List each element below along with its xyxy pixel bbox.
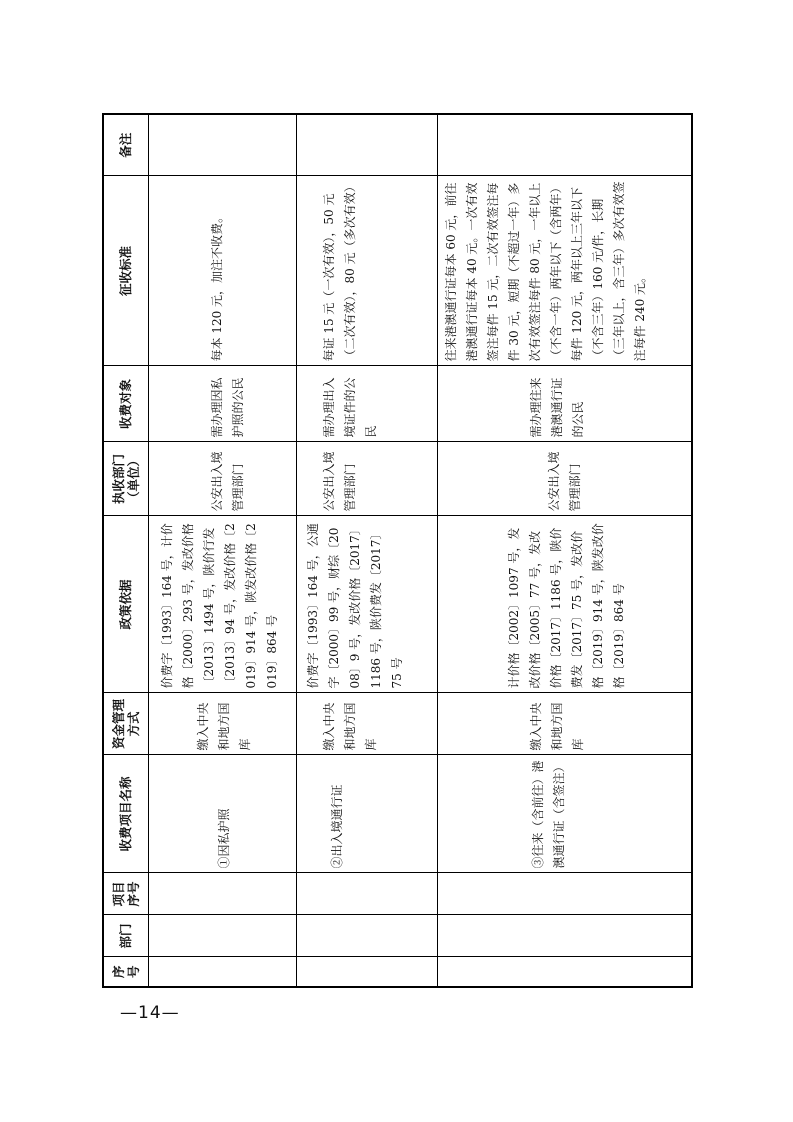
cell-standard: 每证 15 元（一次有效），50 元（二次有效），80 元（多次有效）: [296, 176, 437, 366]
cell-remarks: [296, 114, 437, 176]
cell-remarks: [437, 114, 692, 176]
table-row: [437, 114, 692, 987]
cell-exec-dept: 公安出入境管理部门: [296, 442, 437, 516]
cell-seq: [437, 957, 692, 987]
cell-item-name: ③往来（含前往）港澳通行证（含签注）: [437, 755, 692, 873]
header-seq: 序号: [103, 957, 148, 987]
header-item-name: 收费项目名称: [103, 755, 148, 873]
cell-exec-dept: 公安出入境管理部门: [148, 442, 296, 516]
cell-fund-mgmt: 缴入中央和地方国库: [296, 693, 437, 755]
cell-payer: 需办理因私护照的公民: [148, 366, 296, 442]
cell-dept: [296, 915, 437, 957]
cell-item-seq: [296, 873, 437, 915]
cell-remarks: [148, 114, 296, 176]
cell-standard: 每本 120 元，加注不收费。: [148, 176, 296, 366]
page-number: —14—: [120, 1003, 180, 1023]
cell-fund-mgmt: 缴入中央和地方国库: [148, 693, 296, 755]
header-dept: 部门: [103, 915, 148, 957]
cell-dept: [148, 915, 296, 957]
table-row: [148, 114, 296, 987]
cell-seq: [296, 957, 437, 987]
cell-payer: 需办理往来港澳通行证的公民: [437, 366, 692, 442]
header-policy-basis: 政策依据: [103, 516, 148, 693]
table-header-row: [103, 114, 148, 987]
cell-payer: 需办理出入境证件的公民: [296, 366, 437, 442]
cell-policy-basis: 价费字〔1993〕164 号，计价格〔2000〕293 号，发改价格〔2013〕1494 号，陕价行发〔2013〕94 号，发改价格〔2019〕914 号，陕发改价格〔2019〕864 号: [148, 516, 296, 693]
cell-seq: [148, 957, 296, 987]
cell-item-name: ①因私护照: [148, 755, 296, 873]
header-exec-dept: 执收部门（单位）: [103, 442, 148, 516]
cell-item-seq: [148, 873, 296, 915]
cell-item-name: ②出入境通行证: [296, 755, 437, 873]
cell-fund-mgmt: 缴入中央和地方国库: [437, 693, 692, 755]
header-standard: 征收标准: [103, 176, 148, 366]
header-item-seq: 项目序号: [103, 873, 148, 915]
fee-table: [102, 113, 693, 988]
header-remarks: 备注: [103, 114, 148, 176]
cell-item-seq: [437, 873, 692, 915]
cell-dept: [437, 915, 692, 957]
header-payer: 收费对象: [103, 366, 148, 442]
rotated-table-container: [102, 132, 691, 988]
cell-standard: 往来港澳通行证每本 60 元，前往港澳通行证每本 40 元。一次有效签注每件 15 元，二次有效签注每件 30 元，短期（不超过一年）多次有效签注每件 80 元，一年以上（不含一年）两年以下（含两年）每件 120 元，两年以上三年以下（不含三年）160 元/件，长期（三年以上，含三年）多次有效签注每件 240 元。: [437, 176, 692, 366]
header-fund-mgmt: 资金管理方式: [103, 693, 148, 755]
table-row: [296, 114, 437, 987]
cell-policy-basis: 价费字〔1993〕164 号，公通字〔2000〕99 号，财综〔2008〕9 号，发改价格〔2017〕1186 号，陕价费发〔2017〕75 号: [296, 516, 437, 693]
cell-exec-dept: 公安出入境管理部门: [437, 442, 692, 516]
cell-policy-basis: 计价格〔2002〕1097 号，发改价格〔2005〕77 号，发改价格〔2017〕1186 号，陕价费发〔2017〕75 号，发改价格〔2019〕914 号，陕发改价格〔2019〕864 号: [437, 516, 692, 693]
